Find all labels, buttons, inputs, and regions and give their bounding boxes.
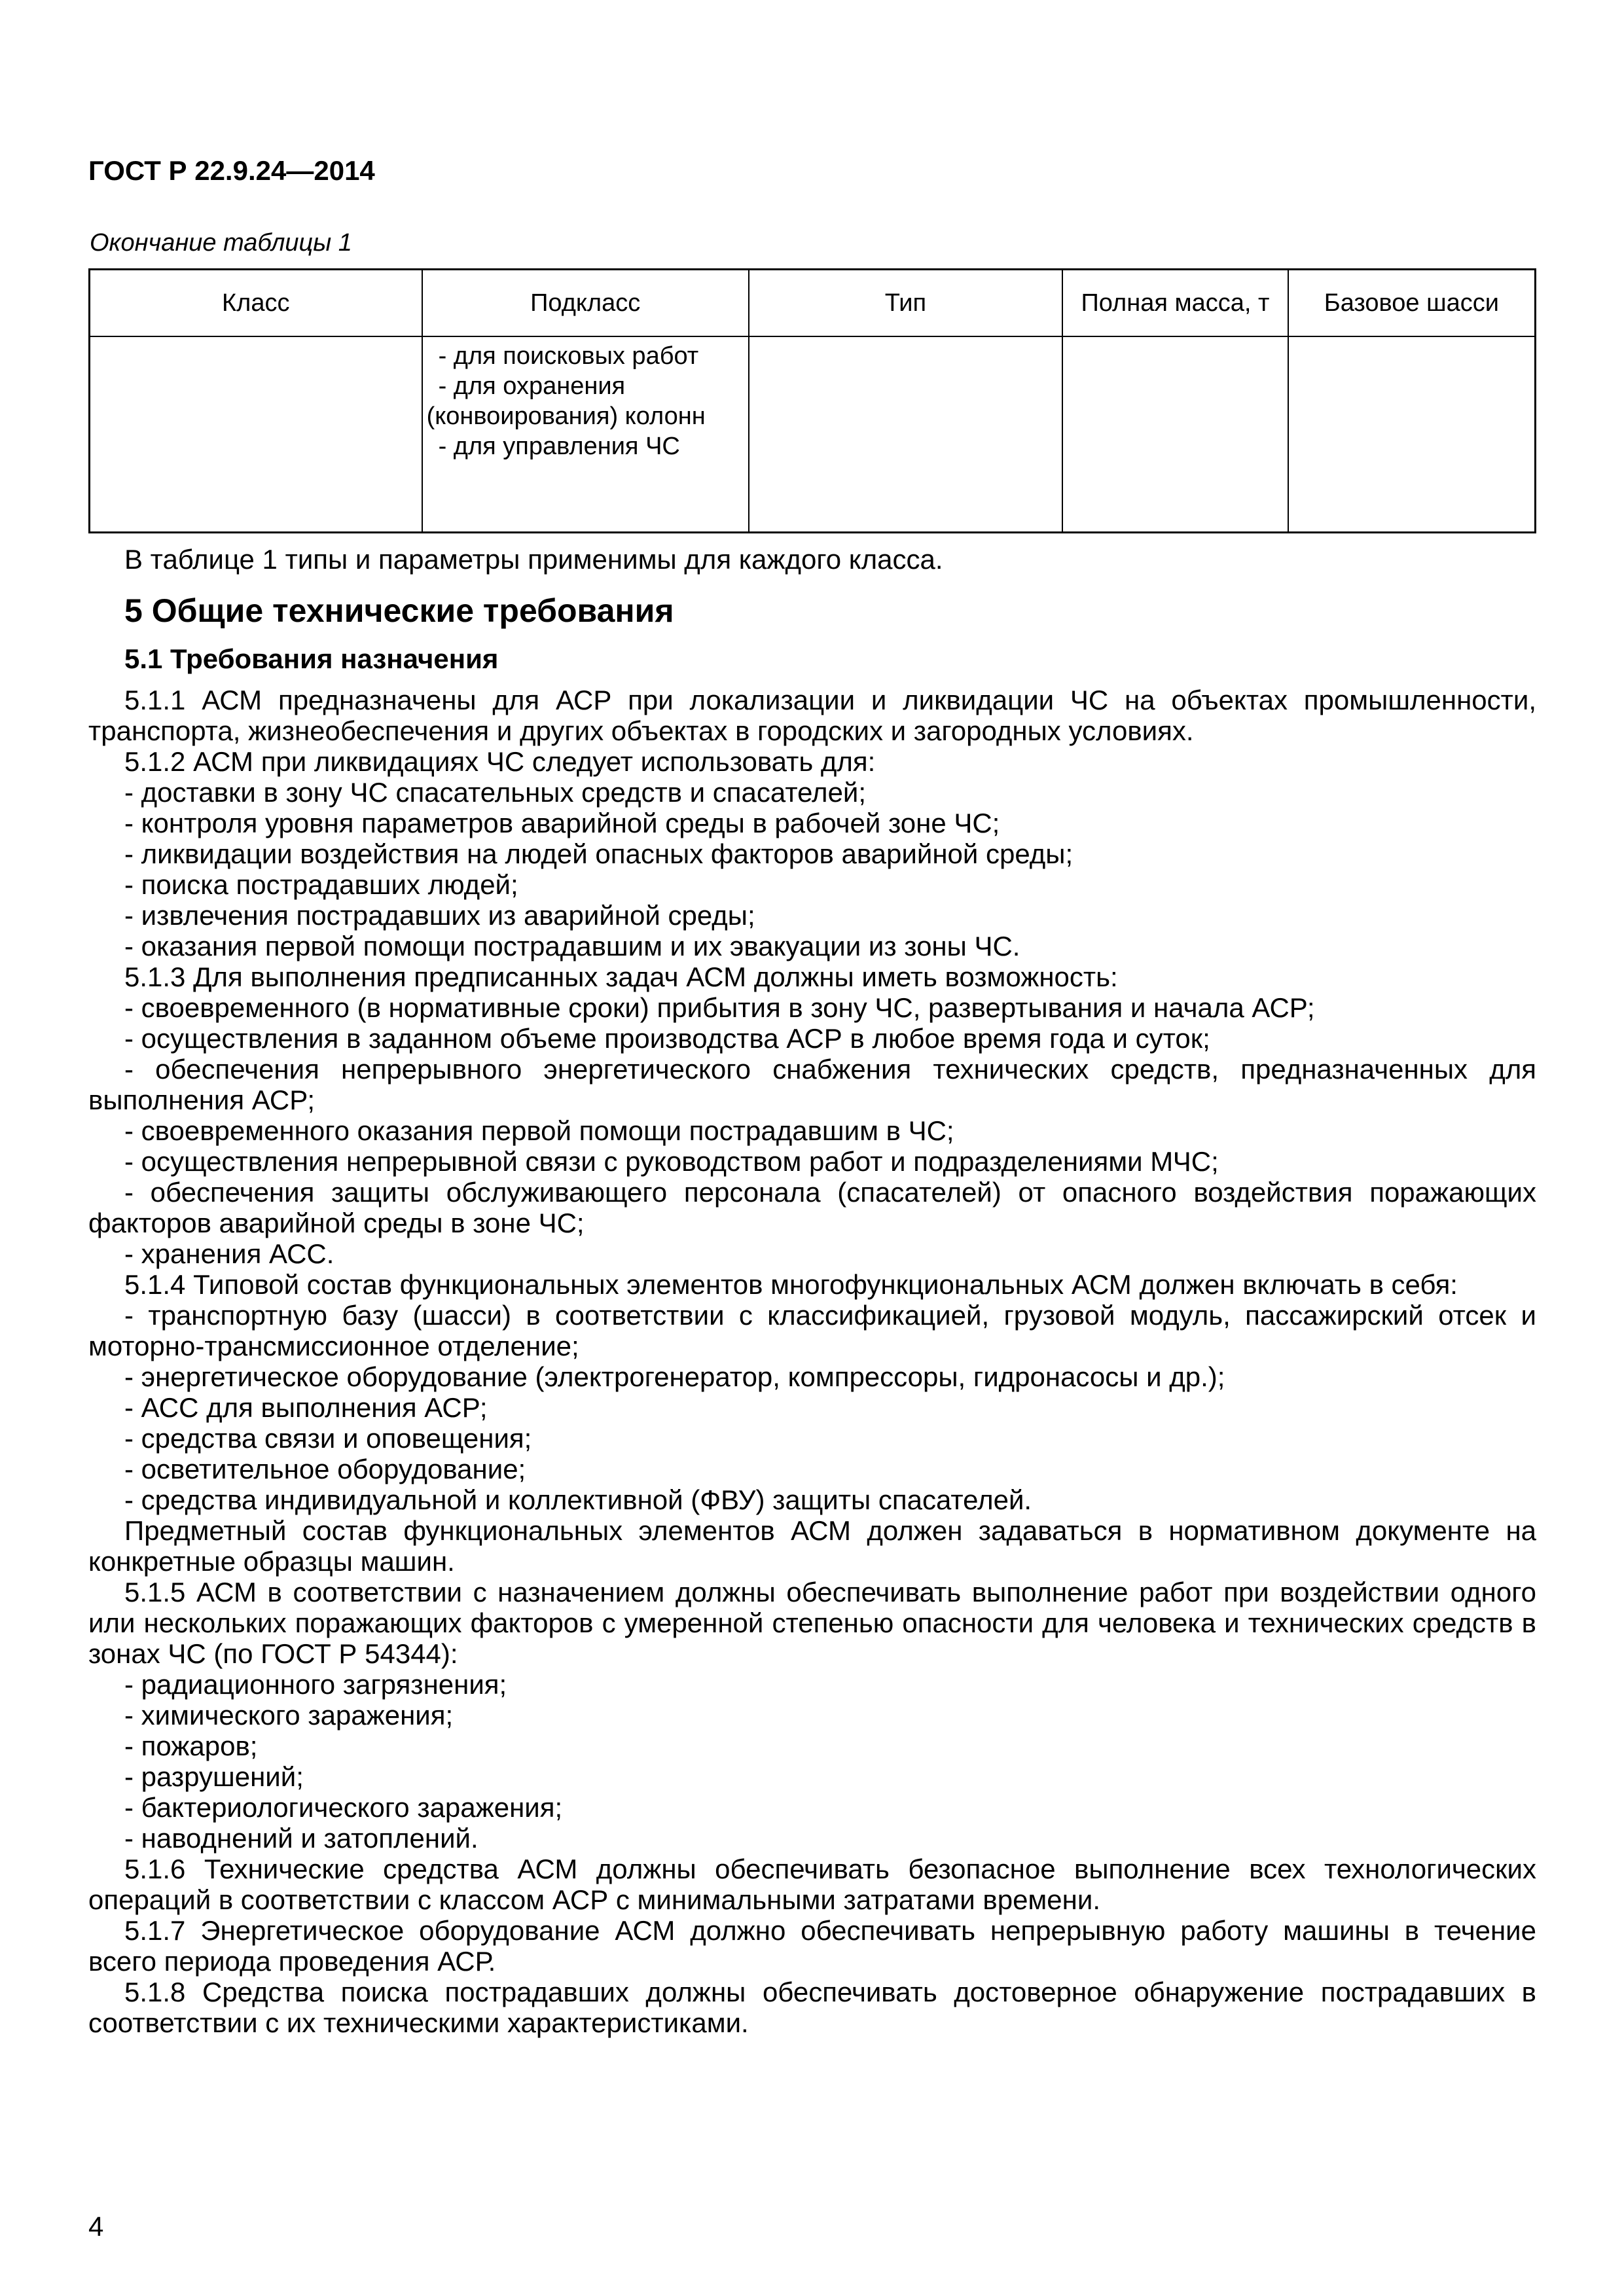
col-header-subclass: Подкласс — [422, 270, 749, 336]
subclass-line: - для охранения (конвоирования) колонн — [426, 372, 706, 430]
section-heading: 5 Общие технические требования — [124, 592, 674, 629]
list-item: - наводнений и затоплений. — [124, 1823, 478, 1854]
list-item: - осуществления в заданном объеме производства АСР в любое время года и суток; — [124, 1023, 1210, 1054]
list-item: - оказания первой помощи пострадавшим и их эвакуации из зоны ЧС. — [124, 931, 1020, 961]
list-item: - извлечения пострадавших из аварийной среды; — [124, 900, 755, 931]
cell-type — [749, 336, 1062, 533]
table-header-row — [90, 270, 1536, 336]
subsection-heading: 5.1 Требования назначения — [124, 643, 499, 674]
col-header-full-mass: Полная масса, т — [1062, 270, 1288, 336]
paragraph: 5.1.7 Энергетическое оборудование АСМ должно обеспечивать непрерывную работу машины в течение всего периода проведения АСР. — [88, 1915, 1536, 1977]
table-1 — [88, 268, 1536, 533]
col-header-base-chassis: Базовое шасси — [1288, 270, 1536, 336]
cell-base-chassis — [1288, 336, 1536, 533]
list-item: - своевременного оказания первой помощи пострадавшим в ЧС; — [124, 1115, 954, 1146]
paragraph: 5.1.1 АСМ предназначены для АСР при локализации и ликвидации ЧС на объектах промышленности, транспорта, жизнеобеспечения и других объектах в городских и загородных условиях. — [88, 685, 1536, 746]
list-item: - бактериологического заражения; — [124, 1792, 563, 1823]
list-item: - АСС для выполнения АСР; — [124, 1392, 488, 1423]
list-item: - пожаров; — [124, 1731, 258, 1761]
list-item: - обеспечения непрерывного энергетического снабжения технических средств, предназначенных для выполнения АСР; — [88, 1054, 1536, 1115]
list-item: - химического заражения; — [124, 1700, 454, 1731]
list-item: - осветительное оборудование; — [124, 1454, 526, 1484]
cell-subclass — [422, 336, 749, 533]
paragraph: Предметный состав функциональных элементов АСМ должен задаваться в нормативном документе на конкретные образцы машин. — [88, 1515, 1536, 1577]
paragraph: 5.1.8 Средства поиска пострадавших должны обеспечивать достоверное обнаружение пострадавших в соответствии с их техническими характеристиками. — [88, 1977, 1536, 2038]
list-item: - средства связи и оповещения; — [124, 1423, 532, 1454]
subclass-line: - для поисковых работ — [438, 342, 699, 370]
cell-full-mass — [1062, 336, 1288, 533]
list-item: - своевременного (в нормативные сроки) прибытия в зону ЧС, развертывания и начала АСР; — [124, 992, 1315, 1023]
list-item: - радиационного загрязнения; — [124, 1669, 507, 1700]
list-item: - средства индивидуальной и коллективной (ФВУ) защиты спасателей. — [124, 1484, 1032, 1515]
paragraph: 5.1.5 АСМ в соответствии с назначением должны обеспечивать выполнение работ при воздействии одного или нескольких поражающих факторов с умеренной степенью опасности для человека и технических средств в зонах ЧС (по ГОСТ Р 54344): — [88, 1577, 1536, 1669]
list-item: - контроля уровня параметров аварийной среды в рабочей зоне ЧС; — [124, 808, 1000, 838]
cell-class — [90, 336, 422, 533]
list-item: - энергетическое оборудование (электрогенератор, компрессоры, гидронасосы и др.); — [124, 1361, 1225, 1392]
list-item: - транспортную базу (шасси) в соответствии с классификацией, грузовой модуль, пассажирский отсек и моторно-трансмиссионное отделение; — [88, 1300, 1536, 1361]
document-body — [88, 544, 1536, 2038]
paragraph: 5.1.4 Типовой состав функциональных элементов многофункциональных АСМ должен включать в себя: — [124, 1269, 1458, 1300]
list-item: - ликвидации воздействия на людей опасных факторов аварийной среды; — [124, 838, 1074, 869]
paragraph: 5.1.6 Технические средства АСМ должны обеспечивать безопасное выполнение всех технологических операций в соответствии с классом АСР с минимальными затратами времени. — [88, 1854, 1536, 1915]
table-caption: Окончание таблицы 1 — [90, 229, 352, 257]
list-item: - поиска пострадавших людей; — [124, 869, 518, 900]
list-item: - осуществления непрерывной связи с руководством работ и подразделениями МЧС; — [124, 1146, 1219, 1177]
paragraph: 5.1.2 АСМ при ликвидациях ЧС следует использовать для: — [124, 746, 876, 777]
subclass-line: - для управления ЧС — [438, 432, 680, 460]
list-item: - обеспечения защиты обслуживающего персонала (спасателей) от опасного воздействия поражающих факторов аварийной среды в зоне ЧС; — [88, 1177, 1536, 1238]
col-header-class: Класс — [90, 270, 422, 336]
list-item: - разрушений; — [124, 1761, 304, 1792]
table-row — [90, 336, 1536, 533]
page-number: 4 — [88, 2211, 104, 2242]
paragraph: 5.1.3 Для выполнения предписанных задач АСМ должны иметь возможность: — [124, 961, 1118, 992]
list-item: - доставки в зону ЧС спасательных средств и спасателей; — [124, 777, 867, 808]
document-title: ГОСТ Р 22.9.24—2014 — [88, 155, 375, 186]
paragraph: В таблице 1 типы и параметры применимы для каждого класса. — [124, 544, 943, 575]
list-item: - хранения АСС. — [124, 1238, 334, 1269]
col-header-type: Тип — [749, 270, 1062, 336]
